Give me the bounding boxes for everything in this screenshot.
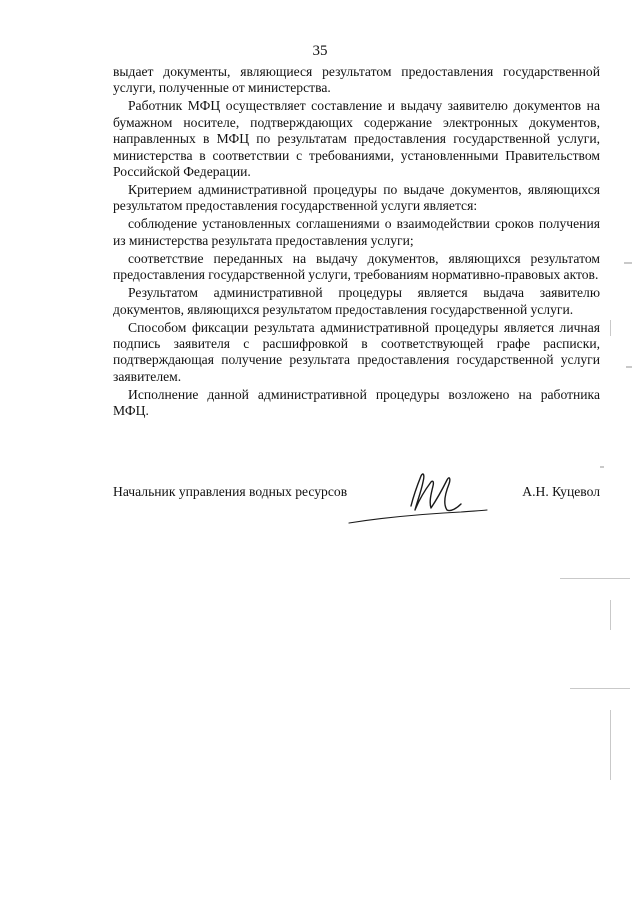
paragraph: Результатом административной процедуры является выдача заявителю документов, являющихся результатом предоставления государственной услуги. xyxy=(113,285,600,317)
paragraph: соответствие переданных на выдачу документов, являющихся результатом предоставления государственной услуги, требованиям нормативно-правовых актов. xyxy=(113,250,600,283)
paragraph: соблюдение установленных соглашениями о взаимодействии сроков получения из министерства результата предоставления услуги; xyxy=(113,216,600,248)
paragraph: Исполнение данной административной процедуры возложено на работника МФЦ. xyxy=(113,386,600,419)
scan-artifact xyxy=(610,600,611,630)
scan-artifact xyxy=(600,466,604,468)
handwritten-signature xyxy=(341,468,491,528)
paragraph: выдает документы, являющиеся результатом предоставления государственной услуги, полученные от министерства. xyxy=(113,64,600,96)
scan-artifact xyxy=(626,366,632,368)
signatory-position: Начальник управления водных ресурсов xyxy=(113,484,348,499)
signature-block xyxy=(113,476,600,536)
paragraph: Критерием административной процедуры по выдаче документов, являющихся результатом предоставления государственной услуги является: xyxy=(113,182,600,214)
scan-artifact xyxy=(610,710,611,780)
scan-artifact xyxy=(624,262,632,264)
paragraph: Работник МФЦ осуществляет составление и выдачу заявителю документов на бумажном носителе, подтверждающих содержание электронных документов, направленных в МФЦ по результатам предоставления государственной услуги, министерства в соответствии с требованиями, установленными Правительством Российской Федерации. xyxy=(113,98,600,180)
signatory-name: А.Н. Куцевол xyxy=(522,484,600,499)
scan-artifact xyxy=(560,578,630,579)
scan-artifact xyxy=(610,320,611,336)
scan-artifact xyxy=(570,688,630,689)
document-body xyxy=(113,64,600,421)
page-number: 35 xyxy=(312,43,328,59)
paragraph: Способом фиксации результата административной процедуры является личная подпись заявителя с расшифровкой в соответствующей графе расписки, подтверждающая получение результата предоставления государственной услуги заявителем. xyxy=(113,319,600,384)
